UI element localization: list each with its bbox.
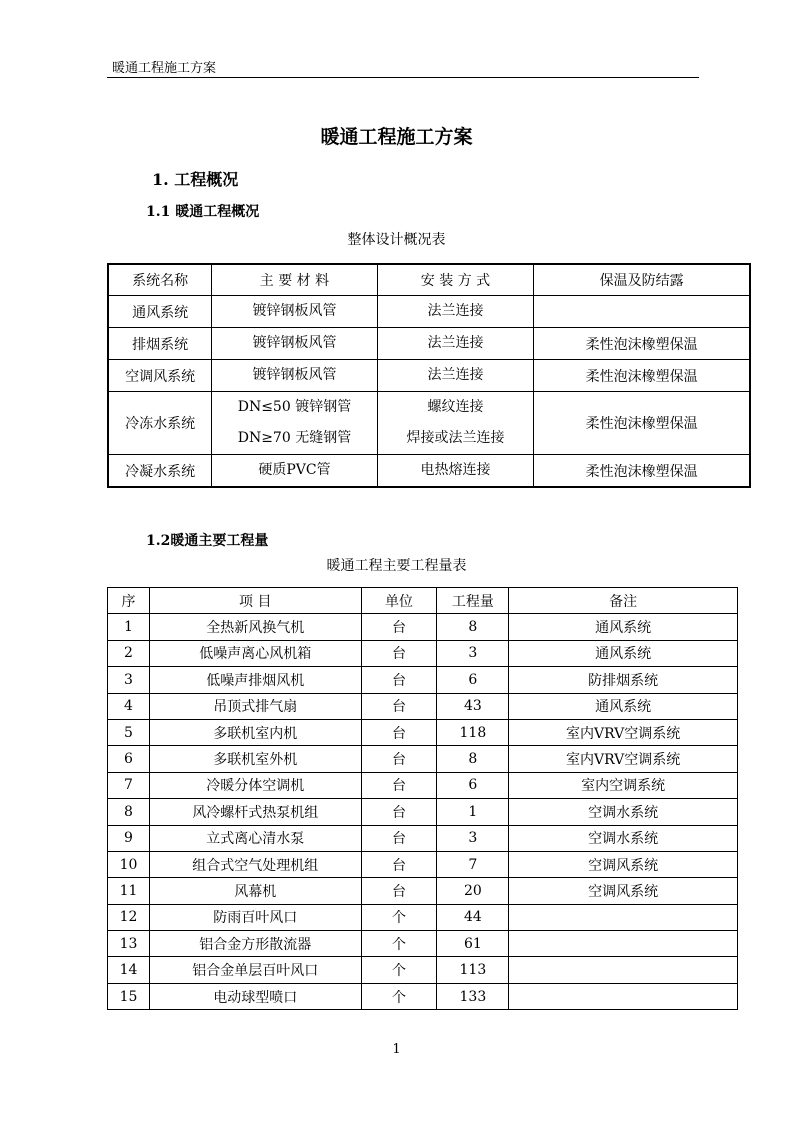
item-cell: 低噪声离心风机箱	[149, 640, 361, 666]
quantity-cell: 7	[437, 851, 509, 877]
install-cell	[377, 360, 533, 392]
unit-cell: 台	[361, 772, 437, 798]
remark-cell: 通风系统	[509, 640, 738, 666]
table-header-row	[108, 264, 750, 296]
table-row	[108, 640, 738, 666]
table-row	[108, 983, 738, 1009]
unit-cell: 台	[361, 693, 437, 719]
install-cell	[377, 392, 533, 455]
unit-cell: 个	[361, 931, 437, 957]
table-row	[108, 746, 738, 772]
remark-cell: 空调水系统	[509, 825, 738, 851]
index-cell: 1	[108, 614, 150, 640]
unit-cell: 台	[361, 614, 437, 640]
index-cell: 11	[108, 878, 150, 904]
system-name-cell: 冷凝水系统	[108, 455, 212, 488]
section-heading-1: 1. 工程概况	[152, 170, 239, 189]
material-cell-line: DN≤50 镀锌钢管	[237, 399, 352, 415]
item-cell: 铝合金单层百叶风口	[149, 957, 361, 983]
item-cell: 风冷螺杆式热泵机组	[149, 799, 361, 825]
item-cell: 铝合金方形散流器	[149, 931, 361, 957]
item-cell: 吊顶式排气扇	[149, 693, 361, 719]
running-header: 暖通工程施工方案	[112, 61, 217, 76]
quantity-cell: 20	[437, 878, 509, 904]
unit-cell: 台	[361, 719, 437, 745]
insulation-cell: 柔性泡沫橡塑保温	[534, 328, 750, 360]
index-cell: 8	[108, 799, 150, 825]
material-cell-line: 镀锌钢板风管	[252, 335, 337, 351]
insulation-cell: 柔性泡沫橡塑保温	[534, 392, 750, 455]
install-cell	[377, 455, 533, 488]
unit-cell: 台	[361, 799, 437, 825]
unit-cell: 台	[361, 746, 437, 772]
document-title: 暖通工程施工方案	[320, 126, 473, 148]
header-cell: 系统名称	[108, 264, 212, 296]
quantity-cell: 3	[437, 825, 509, 851]
table-row	[108, 693, 738, 719]
quantity-cell: 3	[437, 640, 509, 666]
install-cell-line: 电热熔连接	[420, 462, 491, 478]
index-cell: 5	[108, 719, 150, 745]
material-cell	[212, 328, 378, 360]
table-row	[108, 614, 738, 640]
unit-cell: 台	[361, 825, 437, 851]
table2-caption: 暖通工程主要工程量表	[326, 558, 467, 574]
table-row	[108, 851, 738, 877]
quantity-cell: 8	[437, 746, 509, 772]
install-cell-line: 法兰连接	[427, 335, 484, 351]
index-cell: 10	[108, 851, 150, 877]
subsection-heading-1-2: 1.2暖通主要工程量	[146, 533, 269, 549]
quantity-table	[107, 587, 738, 1010]
unit-cell: 台	[361, 667, 437, 693]
unit-cell: 个	[361, 904, 437, 930]
remark-cell: 空调风系统	[509, 878, 738, 904]
index-cell: 9	[108, 825, 150, 851]
unit-cell: 台	[361, 640, 437, 666]
material-cell	[212, 455, 378, 488]
table-row	[108, 825, 738, 851]
item-cell: 全热新风换气机	[149, 614, 361, 640]
header-cell: 序	[108, 588, 150, 614]
header-cell: 保温及防结露	[534, 264, 750, 296]
quantity-cell: 44	[437, 904, 509, 930]
quantity-cell: 6	[437, 667, 509, 693]
system-name-cell: 通风系统	[108, 296, 212, 328]
unit-cell: 台	[361, 878, 437, 904]
item-cell: 立式离心清水泵	[149, 825, 361, 851]
table-row	[108, 296, 750, 328]
insulation-cell	[534, 296, 750, 328]
insulation-cell: 柔性泡沫橡塑保温	[534, 360, 750, 392]
material-cell-line: 镀锌钢板风管	[252, 303, 337, 319]
quantity-cell: 43	[437, 693, 509, 719]
material-cell-line: DN≥70 无缝钢管	[237, 430, 352, 446]
item-cell: 电动球型喷口	[149, 983, 361, 1009]
remark-cell: 空调水系统	[509, 799, 738, 825]
table-row	[108, 392, 750, 455]
item-cell: 多联机室外机	[149, 746, 361, 772]
header-cell: 项 目	[149, 588, 361, 614]
quantity-cell: 1	[437, 799, 509, 825]
install-cell-line: 法兰连接	[427, 303, 484, 319]
system-name-cell: 冷冻水系统	[108, 392, 212, 455]
system-name-cell: 空调风系统	[108, 360, 212, 392]
table1-caption: 整体设计概况表	[347, 232, 446, 248]
index-cell: 3	[108, 667, 150, 693]
item-cell: 低噪声排烟风机	[149, 667, 361, 693]
material-cell-line: 镀锌钢板风管	[252, 367, 337, 383]
remark-cell: 通风系统	[509, 693, 738, 719]
install-cell	[377, 328, 533, 360]
quantity-cell: 113	[437, 957, 509, 983]
quantity-cell: 6	[437, 772, 509, 798]
remark-cell	[509, 931, 738, 957]
remark-cell: 通风系统	[509, 614, 738, 640]
index-cell: 14	[108, 957, 150, 983]
header-cell: 主 要 材 料	[212, 264, 378, 296]
material-cell	[212, 296, 378, 328]
header-cell: 备注	[509, 588, 738, 614]
remark-cell: 室内VRV空调系统	[509, 719, 738, 745]
table-row	[108, 719, 738, 745]
quantity-cell: 118	[437, 719, 509, 745]
quantity-cell: 133	[437, 983, 509, 1009]
header-rule	[107, 77, 699, 78]
subsection-heading-1-1: 1.1 暖通工程概况	[146, 204, 260, 220]
table-header-row	[108, 588, 738, 614]
remark-cell: 空调风系统	[509, 851, 738, 877]
table-row	[108, 957, 738, 983]
table-row	[108, 360, 750, 392]
unit-cell: 台	[361, 851, 437, 877]
table-row	[108, 772, 738, 798]
remark-cell	[509, 904, 738, 930]
index-cell: 2	[108, 640, 150, 666]
table-row	[108, 455, 750, 488]
material-cell-line: 硬质PVC管	[258, 462, 331, 478]
remark-cell: 防排烟系统	[509, 667, 738, 693]
install-cell-line: 焊接或法兰连接	[406, 430, 505, 446]
table-row	[108, 878, 738, 904]
index-cell: 6	[108, 746, 150, 772]
install-cell	[377, 296, 533, 328]
remark-cell: 室内VRV空调系统	[509, 746, 738, 772]
remark-cell	[509, 957, 738, 983]
table-row	[108, 328, 750, 360]
page-number: 1	[392, 1042, 401, 1057]
unit-cell: 个	[361, 983, 437, 1009]
quantity-cell: 61	[437, 931, 509, 957]
quantity-cell: 8	[437, 614, 509, 640]
index-cell: 4	[108, 693, 150, 719]
material-cell	[212, 392, 378, 455]
install-cell-line: 螺纹连接	[427, 399, 484, 415]
index-cell: 12	[108, 904, 150, 930]
table-row	[108, 799, 738, 825]
index-cell: 15	[108, 983, 150, 1009]
index-cell: 7	[108, 772, 150, 798]
header-cell: 单位	[361, 588, 437, 614]
table-row	[108, 904, 738, 930]
item-cell: 冷暖分体空调机	[149, 772, 361, 798]
insulation-cell: 柔性泡沫橡塑保温	[534, 455, 750, 488]
item-cell: 防雨百叶风口	[149, 904, 361, 930]
table-row	[108, 667, 738, 693]
index-cell: 13	[108, 931, 150, 957]
remark-cell: 室内空调系统	[509, 772, 738, 798]
unit-cell: 个	[361, 957, 437, 983]
remark-cell	[509, 983, 738, 1009]
system-name-cell: 排烟系统	[108, 328, 212, 360]
item-cell: 组合式空气处理机组	[149, 851, 361, 877]
install-cell-line: 法兰连接	[427, 367, 484, 383]
item-cell: 多联机室内机	[149, 719, 361, 745]
design-overview-table	[107, 263, 751, 488]
header-cell: 工程量	[437, 588, 509, 614]
table-row	[108, 931, 738, 957]
header-cell: 安 装 方 式	[377, 264, 533, 296]
item-cell: 风幕机	[149, 878, 361, 904]
material-cell	[212, 360, 378, 392]
